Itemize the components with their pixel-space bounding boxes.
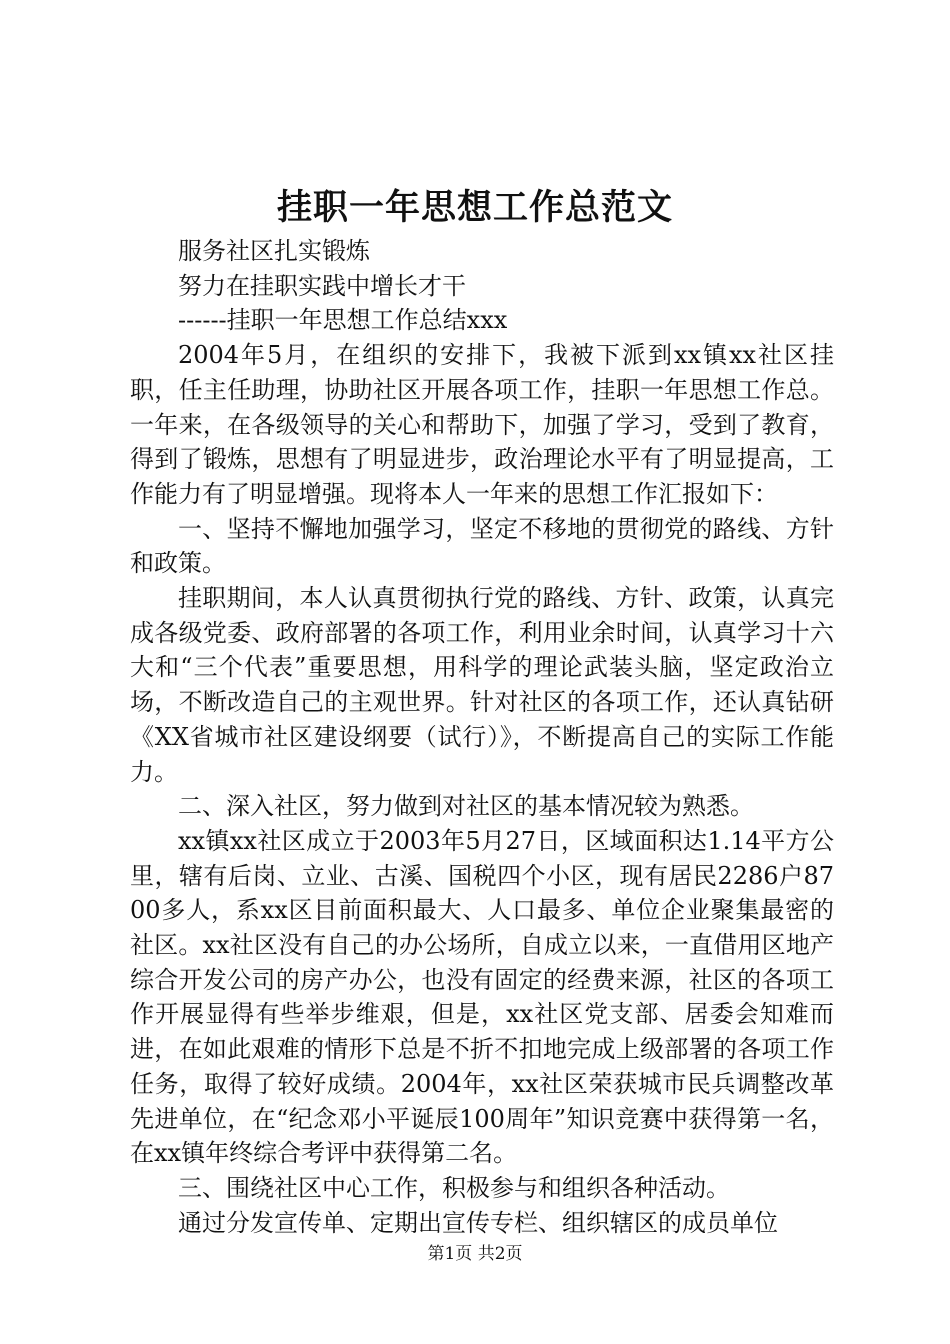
document-body bbox=[130, 234, 834, 1240]
body-paragraph: xx镇xx社区成立于2003年5月27日，区域面积达1.14平方公里，辖有后岗、立业、古溪、国税四个小区，现有居民2286户8700多人，系xx区目前面积最大、人口最多、单位企业聚集最密的社区。xx社区没有自己的办公场所，自成立以来，一直借用区地产综合开发公司的房产办公，也没有固定的经费来源，社区的各项工作开展显得有些举步维艰，但是，xx社区党支部、居委会知难而进，在如此艰难的情形下总是不折不扣地完成上级部署的各项工作任务，取得了较好成绩。2004年，xx社区荣获城市民兵调整改革先进单位，在“纪念邓小平诞辰100周年”知识竞赛中获得第一名，在xx镇年终综合考评中获得第二名。 bbox=[130, 826, 834, 1168]
page-footer: 第1页 共2页 bbox=[427, 1244, 523, 1264]
body-paragraph: 2004年5月，在组织的安排下，我被下派到xx镇xx社区挂职，任主任助理，协助社区开展各项工作，挂职一年思想工作总。一年来，在各级领导的关心和帮助下，加强了学习，受到了教育，得到了锻炼，思想有了明显进步，政治理论水平有了明显提高，工作能力有了明显增强。现将本人一年来的思想工作汇报如下： bbox=[130, 341, 834, 508]
subtitle-line-3: ------挂职一年思想工作总结xxx bbox=[178, 306, 508, 335]
section-heading-3: 三、围绕社区中心工作，积极参与和组织各种活动。 bbox=[178, 1173, 730, 1202]
body-paragraph: 挂职期间，本人认真贯彻执行党的路线、方针、政策，认真完成各级党委、政府部署的各项工作，利用业余时间，认真学习十六大和“三个代表”重要思想，用科学的理论武装头脑，坚定政治立场，不断改造自己的主观世界。针对社区的各项工作，还认真钻研《XX省城市社区建设纲要（试行）》，不断提高自己的实际工作能力。 bbox=[130, 584, 834, 786]
subtitle-line-1: 服务社区扎实锻炼 bbox=[178, 237, 370, 265]
document-title: 挂职一年思想工作总范文 bbox=[276, 187, 673, 228]
body-paragraph: 通过分发宣传单、定期出宣传专栏、组织辖区的成员单位 bbox=[178, 1208, 778, 1237]
subtitle-line-2: 努力在挂职实践中增长才干 bbox=[178, 271, 466, 300]
section-heading-2: 二、深入社区，努力做到对社区的基本情况较为熟悉。 bbox=[178, 792, 754, 821]
section-heading-1: 一、坚持不懈地加强学习，坚定不移地的贯彻党的路线、方针和政策。 bbox=[130, 514, 834, 578]
